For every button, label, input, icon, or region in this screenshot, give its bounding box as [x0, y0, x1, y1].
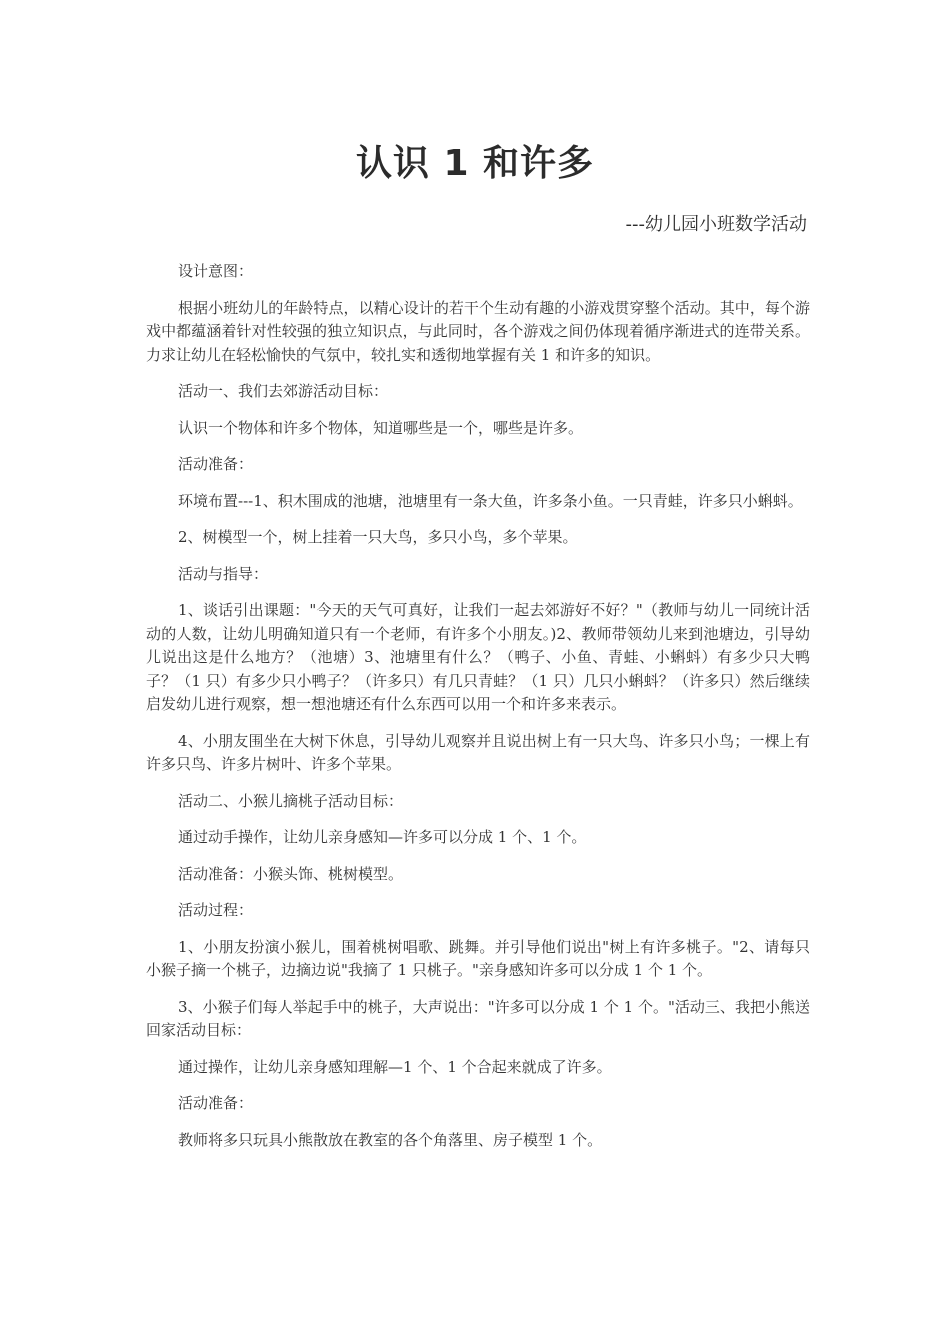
paragraph-activity-three-preparation-heading: 活动准备： — [178, 1094, 254, 1112]
paragraph-design-intent: 根据小班幼儿的年龄特点，以精心设计的若干个生动有趣的小游戏贯穿整个活动。其中，每个游戏中都蕴涵着针对性较强的独立知识点，与此同时，各个游戏之间仍体现着循序渐进式的连带关系。力求让幼儿在轻松愉快的气氛中，较扎实和透彻地掌握有关 1 和许多的知识。 — [146, 298, 810, 364]
paragraph-process-steps: 1、小朋友扮演小猴儿，围着桃树唱歌、跳舞。并引导他们说出"树上有许多桃子。"2、请每只小猴子摘一个桃子，边摘边说"我摘了 1 只桃子。"亲身感知许多可以分成 1 个 1 个。 — [146, 937, 810, 979]
paragraph-activity-two-goal: 通过动手操作，让幼儿亲身感知—许多可以分成 1 个、1 个。 — [178, 828, 587, 846]
document-body — [146, 260, 810, 1165]
paragraph-activity-three-preparation: 教师将多只玩具小熊散放在教室的各个角落里、房子模型 1 个。 — [178, 1130, 603, 1149]
paragraph-guidance-heading: 活动与指导： — [178, 564, 269, 583]
document-title: 认识 1 和许多 — [355, 143, 595, 184]
document-subtitle: ---幼儿园小班数学活动 — [625, 214, 807, 235]
paragraph-activity-one-goal: 认识一个物体和许多个物体，知道哪些是一个，哪些是许多。 — [178, 418, 584, 437]
paragraph-tree-model: 2、树模型一个，树上挂着一只大鸟，多只小鸟，多个苹果。 — [178, 528, 578, 546]
paragraph-process-heading: 活动过程： — [178, 901, 254, 919]
paragraph-design-intent-heading: 设计意图： — [178, 262, 254, 280]
paragraph-tree-observation: 4、小朋友围坐在大树下休息，引导幼儿观察并且说出树上有一只大鸟、许多只小鸟；一棵上有许多只鸟、许多片树叶、许多个苹果。 — [146, 731, 810, 773]
paragraph-activity-two-heading: 活动二、小猴儿摘桃子活动目标： — [178, 791, 404, 810]
paragraph-activity-three-heading: 3、小猴子们每人举起手中的桃子，大声说出："许多可以分成 1 个 1 个。"活动三、我把小熊送回家活动目标： — [146, 997, 810, 1039]
paragraph-environment: 环境布置---1、积木围成的池塘，池塘里有一条大鱼，许多条小鱼。一只青蛙，许多只小蝌蚪。 — [178, 491, 803, 510]
paragraph-activity-one-heading: 活动一、我们去郊游活动目标： — [178, 382, 389, 400]
paragraph-preparation-heading: 活动准备： — [178, 455, 254, 473]
paragraph-guidance-steps: 1、谈话引出课题："今天的天气可真好，让我们一起去郊游好不好？"（教师与幼儿一同统计活动的人数，让幼儿明确知道只有一个老师，有许多个小朋友。)2、教师带领幼儿来到池塘边，引导幼儿说出这是什么地方？（池塘）3、池塘里有什么？（鸭子、小鱼、青蛙、小蝌蚪）有多少只大鸭子？（1 只）有多少只小鸭子？（许多只）有几只青蛙？（1 只）几只小蝌蚪？（许多只）然后继续启发幼儿进行观察，想一想池塘还有什么东西可以用一个和许多来表示。 — [146, 601, 810, 713]
paragraph-activity-three-goal: 通过操作，让幼儿亲身感知理解—1 个、1 个合起来就成了许多。 — [178, 1057, 612, 1076]
paragraph-activity-two-preparation: 活动准备：小猴头饰、桃树模型。 — [178, 864, 404, 883]
